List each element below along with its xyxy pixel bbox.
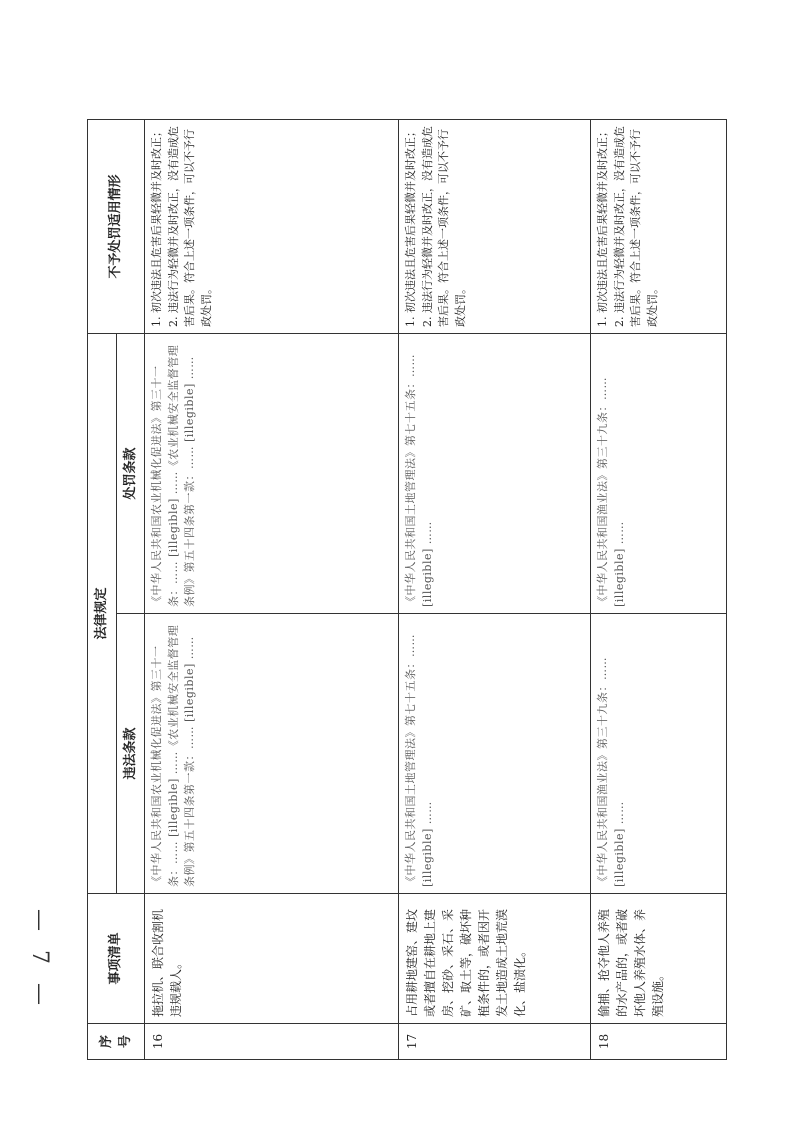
header-law-clause: 违法条款 — [116, 614, 145, 894]
page-number: — 7 — — [27, 909, 52, 1011]
table-row — [399, 119, 591, 1059]
header-exempt: 不予处罚适用情形 — [88, 119, 145, 333]
row-number: 18 — [591, 1024, 727, 1060]
row-exempt: 1. 初次违法且危害后果轻微并及时改正；2. 违法行为轻微并及时改正，没有造成危害后果。符合上述一项条件，可以不予行政处罚。 — [399, 119, 591, 333]
header-legal: 法律规定 — [88, 333, 117, 893]
row-item: 占用耕地建窑、建坟或者擅自在耕地上建房、挖砂、采石、采矿、取土等，破坏种植条件的，或者因开发土地造成土地荒漠化、盐渍化。 — [399, 894, 591, 1024]
rotated-table-container — [87, 120, 727, 1060]
row-law-clause: 《中华人民共和国土地管理法》第七十五条：…… [illegible] …… — [399, 614, 591, 894]
row-penalty-clause: 《中华人民共和国渔业法》第三十九条：…… [illegible] …… — [591, 333, 727, 613]
header-no: 序号 — [88, 1024, 145, 1060]
row-law-clause: 《中华人民共和国农业机械化促进法》第三十一条：…… [illegible] ……《农业机械安全监督管理条例》第五十四条第一款：…… [illegible] …… — [145, 614, 399, 894]
row-number: 16 — [145, 1024, 399, 1060]
header-item: 事项清单 — [88, 894, 145, 1024]
row-item: 拖拉机、联合收割机违规载人。 — [145, 894, 399, 1024]
row-number: 17 — [399, 1024, 591, 1060]
row-item: 偷捕、抢夺他人养殖的水产品的，或者破坏他人养殖水体、养殖设施。 — [591, 894, 727, 1024]
row-penalty-clause: 《中华人民共和国土地管理法》第七十五条：…… [illegible] …… — [399, 333, 591, 613]
row-exempt: 1. 初次违法且危害后果轻微并及时改正；2. 违法行为轻微并及时改正，没有造成危害后果。符合上述一项条件，可以不予行政处罚。 — [591, 119, 727, 333]
table-row — [591, 119, 727, 1059]
row-law-clause: 《中华人民共和国渔业法》第三十九条：…… [illegible] …… — [591, 614, 727, 894]
table-row — [145, 119, 399, 1059]
row-exempt: 1. 初次违法且危害后果轻微并及时改正；2. 违法行为轻微并及时改正，没有造成危害后果。符合上述一项条件，可以不予行政处罚。 — [145, 119, 399, 333]
header-penalty-clause: 处罚条款 — [116, 333, 145, 613]
penalty-exemption-table — [87, 119, 727, 1060]
row-penalty-clause: 《中华人民共和国农业机械化促进法》第三十一条：…… [illegible] ……《农业机械安全监督管理条例》第五十四条第一款：…… [illegible] …… — [145, 333, 399, 613]
